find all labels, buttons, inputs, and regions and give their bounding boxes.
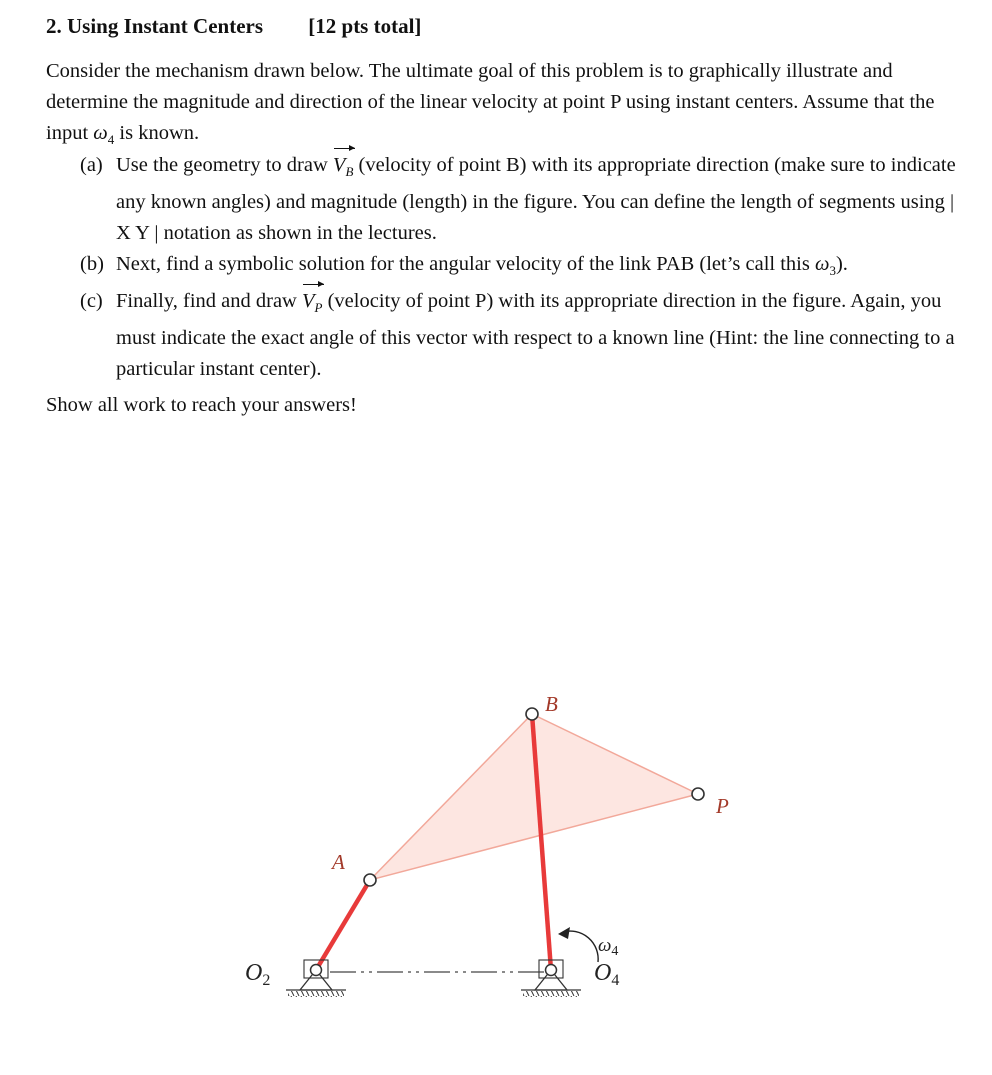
- closing-instruction: Show all work to reach your answers!: [46, 394, 357, 416]
- intro-text-end: is known.: [114, 122, 200, 144]
- rotation-arrowhead-icon: [558, 927, 570, 939]
- label-p: P: [716, 794, 729, 818]
- question-item-a: (a) Use the geometry to draw $V_B$ (velocity of point B) with its appropriate direction (make sure to indicate any known angles) and magnitude (length) in the figure. You can define the length of segments using | X Y | notation as shown in the lectures.: [46, 150, 956, 249]
- joint-o4: [546, 965, 557, 976]
- joint-a: [364, 874, 376, 886]
- label-b: B: [545, 692, 558, 716]
- vector-vb: $V_B$: [333, 150, 353, 187]
- label-omega4: $\omega_4$: [598, 935, 619, 959]
- label-o4: $O_4$: [594, 960, 620, 989]
- joint-b: [526, 708, 538, 720]
- omega3-symbol: $\omega_3$: [814, 253, 836, 279]
- joint-o2: [311, 965, 322, 976]
- problem-title: 2. Using Instant Centers: [46, 14, 264, 38]
- item-marker: (c): [80, 290, 103, 313]
- item-marker: (b): [80, 253, 104, 276]
- point-p: [692, 788, 704, 800]
- omega4-symbol: $\omega_4$: [93, 122, 115, 148]
- label-a: A: [332, 850, 345, 874]
- problem-points: [12 pts total]: [308, 14, 422, 38]
- intro-text: Consider the mechanism drawn below. The ultimate goal of this problem is to graphically illustrate and determine the magnitude and direction of the linear velocity at point P using instant centers. Assume that the input: [46, 60, 935, 144]
- vector-vp: $V_P$: [302, 286, 322, 323]
- crank-link-o2a: [316, 880, 370, 970]
- label-o2: $O_2$: [245, 960, 271, 989]
- item-marker: (a): [80, 154, 103, 176]
- question-item-c: (c) Finally, find and draw $V_P$ (velocity of point P) with its appropriate direction in the figure. Again, you must indicate the exact angle of this vector with respect to a known line (Hint: the line connecting to a particular instant center).: [46, 286, 956, 385]
- question-item-b: (b) Next, find a symbolic solution for the angular velocity of the link PAB (let’s call this $\omega_3$).: [46, 249, 956, 286]
